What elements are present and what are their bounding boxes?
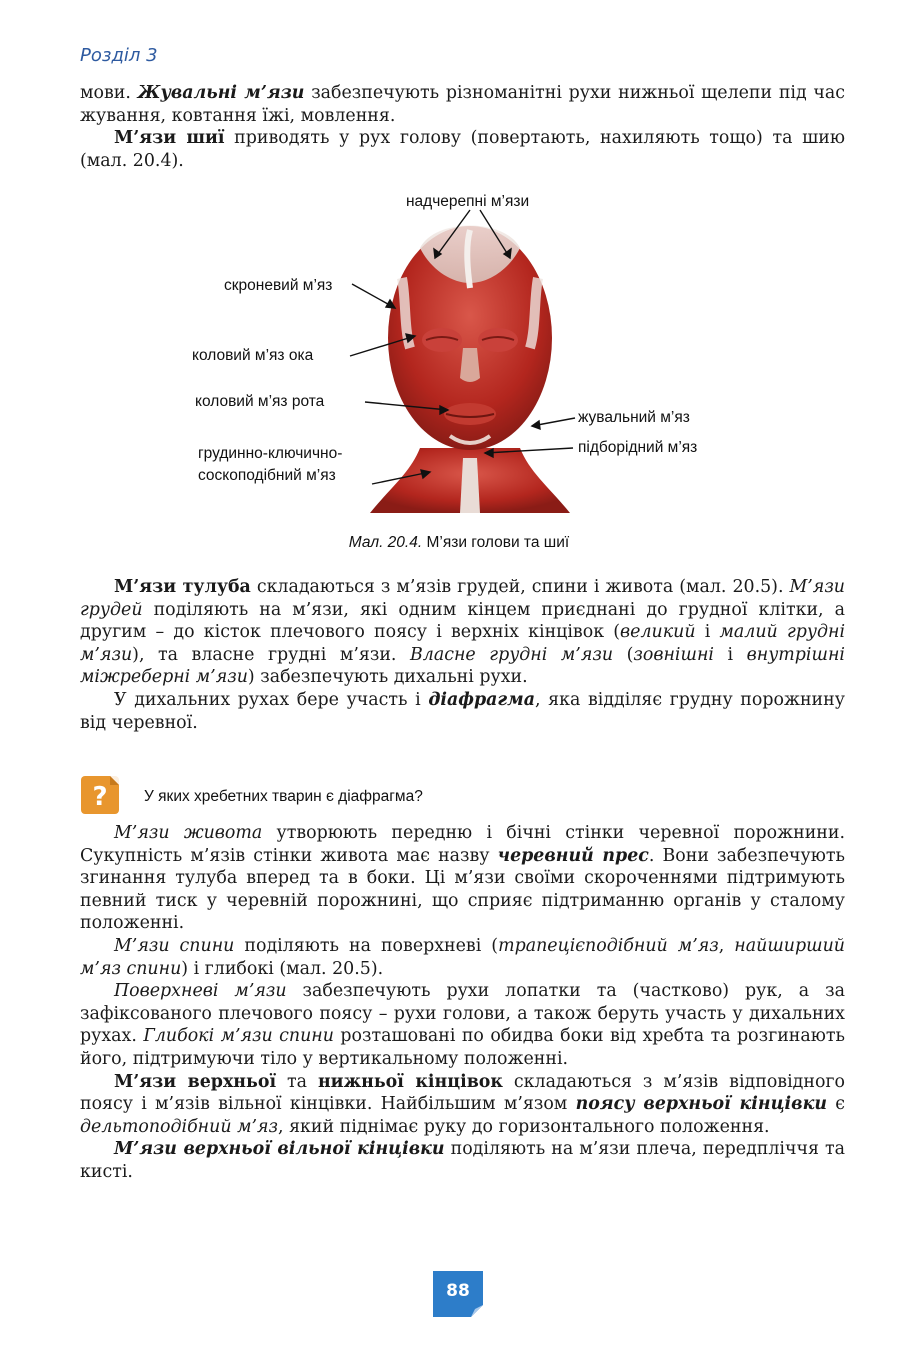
- question-icon: [80, 775, 120, 815]
- paragraph-limb-muscles: М’язи верхньої та нижньої кінцівок складаються з м’язів відповідного поясу і м’язів вільної кінцівки. Найбільшим м’язом поясу верхньої кінцівки є дельтоподібний м’яз, який піднімає руку до горизонтального положення.: [80, 1071, 845, 1137]
- label-sternocleidomastoid-line1: грудинно-ключично-: [198, 445, 343, 462]
- paragraph-back-muscles: М’язи спини поділяють на поверхневі (трапецієподібний м’яз, найширший м’яз спини) і глибокі (мал. 20.5).: [80, 935, 846, 979]
- top-text: [80, 82, 845, 172]
- label-sternocleidomastoid-line2: соскоподібний м’яз: [198, 467, 336, 484]
- paragraph-free-limb-muscles: М’язи верхньої вільної кінцівки поділяють на м’язи плеча, передпліччя та кисті.: [80, 1139, 845, 1182]
- paragraph-abdominal-muscles: М’язи живота утворюють передню і бічні стінки черевної порожнини. Сукупність м’язів стінки живота має назву черевний прес. Вони забезпечують згинання тулуба вперед та в боки. Ці м’язи своїми скороченнями підтримують певний тиск у черевній порожнині, що сприяє підтриманню органів у сталому положенні.: [80, 823, 845, 934]
- figure-caption: [0, 534, 918, 552]
- section-label: Розділ 3: [80, 45, 158, 66]
- paragraph-superficial-muscles: Поверхневі м’язи забезпечують рухи лопатки та (частково) рук, а за зафіксованого плечового поясу – рухи голови, а також беруть участь у дихальних рухах. Глибокі м’язи спини розташовані по обидва боки від хребта та розгинають його, підтримуючи тіло у вертикальному положенні.: [80, 981, 845, 1069]
- label-masseter: жувальний м’яз: [578, 409, 690, 426]
- middle-text: [80, 576, 845, 734]
- question-text: У яких хребетних тварин є діафрагма?: [144, 788, 423, 805]
- page-number: 88: [446, 1281, 470, 1301]
- label-mentalis: підборідний м’яз: [578, 439, 698, 456]
- label-epicranial-muscles: надчерепні м’язи: [406, 193, 530, 210]
- caption-text: М’язи голови та шиї: [422, 534, 570, 551]
- paragraph-chewing-muscles: мови. Жувальні м’язи забезпечують різноманітні рухи нижньої щелепи під час жування, ковтання їжі, мовлення.: [80, 83, 846, 126]
- page-number-badge: [433, 1271, 487, 1321]
- label-orbicularis-oris: коловий м’яз рота: [195, 393, 325, 410]
- term-chewing-muscles: Жувальні м’язи: [137, 83, 305, 103]
- caption-number: Мал. 20.4.: [348, 534, 423, 551]
- figure-head-neck-muscles: [180, 188, 740, 528]
- label-orbicularis-oculi: коловий м’яз ока: [192, 347, 314, 364]
- bottom-text: [80, 822, 845, 1184]
- term-neck-muscles: М’язи шиї: [114, 128, 225, 149]
- paragraph-trunk-muscles: М’язи тулуба складаються з м’язів грудей, спини і живота (мал. 20.5). М’язи грудей поділяють на м’язи, які одним кінцем приєднані до грудної клітки, а другим – до кісток плечового поясу і верхніх кінцівок (великий і малий грудні м’язи), та власне грудні м’язи. Власне грудні м’язи (зовнішні і внутрішні міжреберні м’язи) забезпечують дихальні рухи.: [80, 577, 846, 688]
- question-box: [80, 775, 780, 817]
- label-temporal-muscle: скроневий м’яз: [224, 277, 333, 294]
- paragraph-diaphragm: У дихальних рухах бере участь і діафрагма, яка відділяє грудну порожнину від черевної.: [80, 689, 845, 733]
- svg-text:?: ?: [92, 782, 108, 812]
- paragraph-neck-muscles: М’язи шиї приводять у рух голову (повертають, нахиляють тощо) та шию (мал. 20.4).: [80, 128, 845, 171]
